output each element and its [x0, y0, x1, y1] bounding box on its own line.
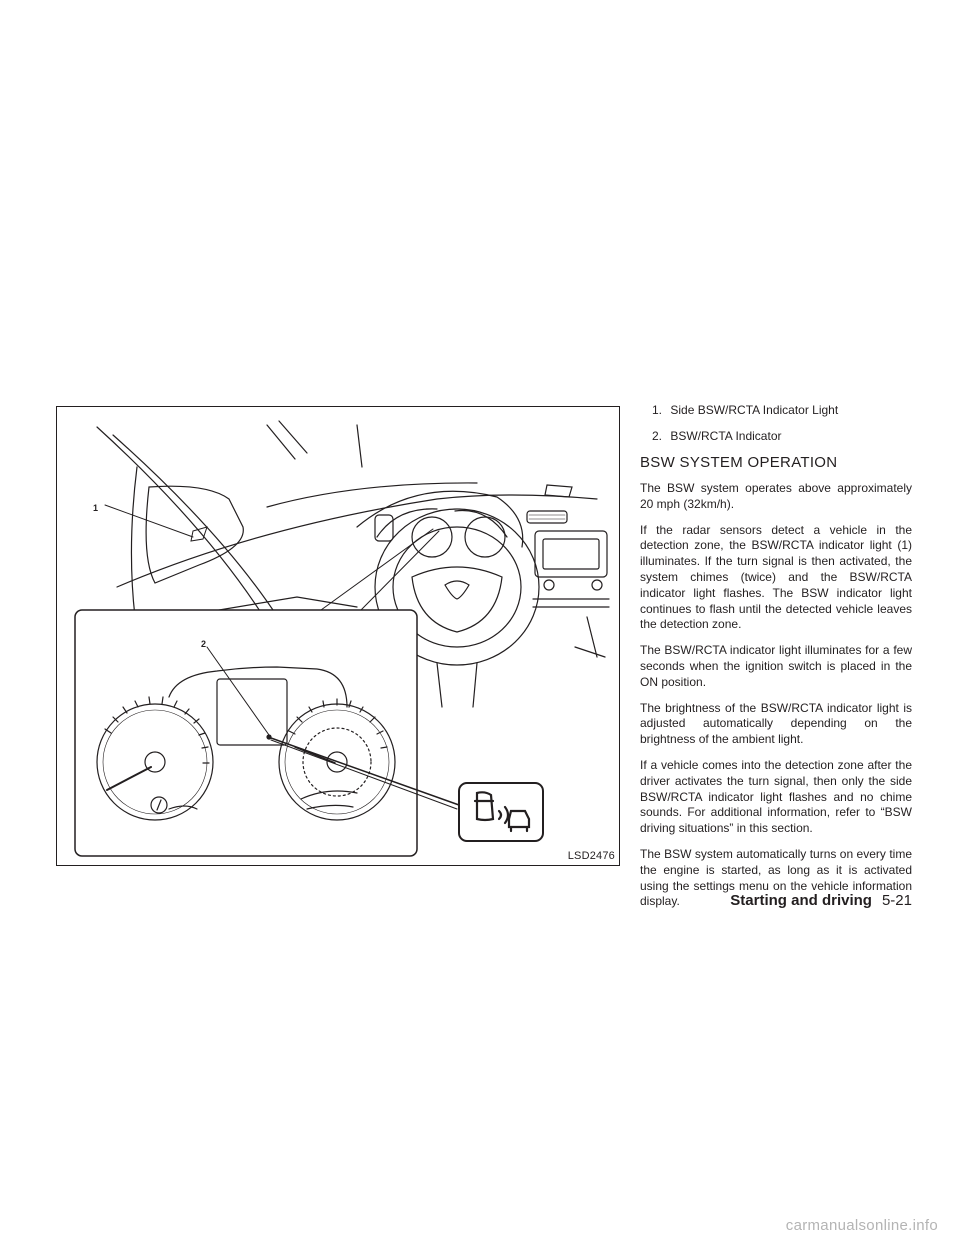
- text-column: [640, 402, 912, 920]
- paragraph: The brightness of the BSW/RCTA indicator light is adjusted automatically depending on the brightness of the ambient light.: [640, 700, 912, 747]
- callout-2: 2: [201, 639, 207, 649]
- legend-item: 2. BSW/RCTA Indicator: [652, 429, 782, 443]
- callout-1: 1: [93, 503, 99, 513]
- dashboard-illustration: [57, 407, 621, 867]
- figure: [56, 406, 620, 866]
- paragraph: The BSW system operates above approximately 20 mph (32km/h).: [640, 481, 912, 511]
- page-footer: [730, 892, 912, 909]
- page-number: 5-21: [881, 892, 912, 909]
- figure-code: LSD2476: [567, 850, 615, 862]
- paragraph: If the radar sensors detect a vehicle in the detection zone, the BSW/RCTA indicator light (1) illuminates. If the turn signal is then activated, the system chimes (twice) and the BSW/RCTA indicator light flashes. The BSW indicator light continues to flash until the detected vehicle leaves the detection zone.: [640, 522, 912, 632]
- figure-legend: [640, 402, 912, 444]
- paragraph: If a vehicle comes into the detection zone after the driver activates the turn signal, then only the side BSW/RCTA indicator light flashes and no chime sounds. For additional information, refer to “BSW driving situations” in this section.: [640, 757, 912, 836]
- footer-section-title: Starting and driving: [730, 892, 872, 909]
- side-mirror: [146, 486, 243, 583]
- side-indicator-light-shape: [191, 527, 207, 541]
- watermark: carmanualsonline.info: [785, 1217, 938, 1234]
- paragraph: The BSW/RCTA indicator light illuminates for a few seconds when the ignition switch is placed in the ON position.: [640, 643, 912, 689]
- section-heading: BSW SYSTEM OPERATION: [640, 454, 838, 471]
- cluster-inset-box: [75, 610, 417, 856]
- legend-item: 1. Side BSW/RCTA Indicator Light: [652, 403, 839, 417]
- paragraph: The BSW system automatically turns on every time the engine is started, as long as it is activated using the settings menu on the vehicle information display.: [640, 846, 912, 909]
